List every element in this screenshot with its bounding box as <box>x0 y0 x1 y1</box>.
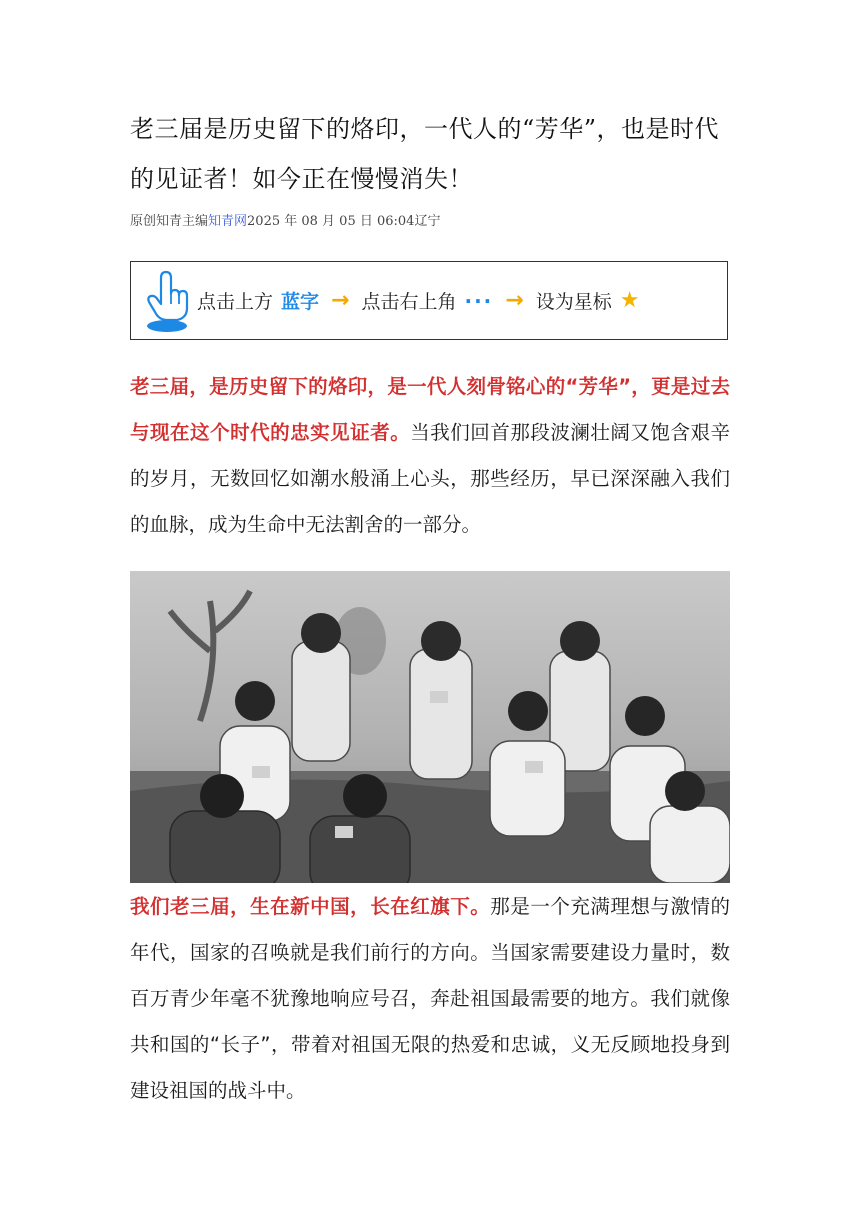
paragraph-generation <box>130 884 730 1114</box>
follow-banner <box>130 261 728 340</box>
account-link[interactable]: 知青网 <box>208 214 248 229</box>
paragraph-highlight: 我们老三届，生在新中国，长在红旗下。 <box>130 895 491 918</box>
star-icon: ★ <box>619 288 640 313</box>
hand-pointer-icon <box>141 266 197 336</box>
arrow-right-icon: → <box>331 288 350 313</box>
banner-step-2: 点击右上角 <box>361 291 457 313</box>
publish-datetime: 2025 年 08 月 05 日 06:04 <box>247 214 415 229</box>
arrow-right-icon: → <box>505 288 524 313</box>
banner-step-3: 设为星标 <box>535 291 612 313</box>
paragraph-body: 那是一个充满理想与激情的年代，国家的召唤就是我们前行的方向。当国家需要建设力量时，数百万青少年毫不犹豫地响应号召，奔赴祖国最需要的地方。我们就像共和国的“长子”，带着对祖国无限的热爱和忠诚，义无反顾地投身到建设祖国的战斗中。 <box>130 895 730 1102</box>
banner-step-1: 点击上方 <box>197 291 274 313</box>
article-title: 老三届是历史留下的烙印，一代人的“芳华”，也是时代的见证者！如今正在慢慢消失！ <box>130 115 720 193</box>
meta-prefix: 原创知青主编 <box>130 214 209 229</box>
paragraph-highlight: 老三届，是历史留下的烙印，是一代人刻骨铭心的“芳华”，更是过去与现在这个时代的忠实见证者。 <box>130 375 730 444</box>
paragraph-intro <box>130 364 730 548</box>
publish-location: 辽宁 <box>414 214 441 229</box>
photo-illustration <box>130 571 730 883</box>
article-meta <box>130 210 730 229</box>
paragraph-body: 当我们回首那段波澜壮阔又饱含艰辛的岁月，无数回忆如潮水般涌上心头，那些经历，早已深深融入我们的血脉，成为生命中无法割舍的一部分。 <box>130 421 730 536</box>
more-dots-icon: ··· <box>464 288 494 313</box>
banner-blue-word[interactable]: 蓝字 <box>281 291 320 313</box>
article-photo <box>130 571 730 883</box>
